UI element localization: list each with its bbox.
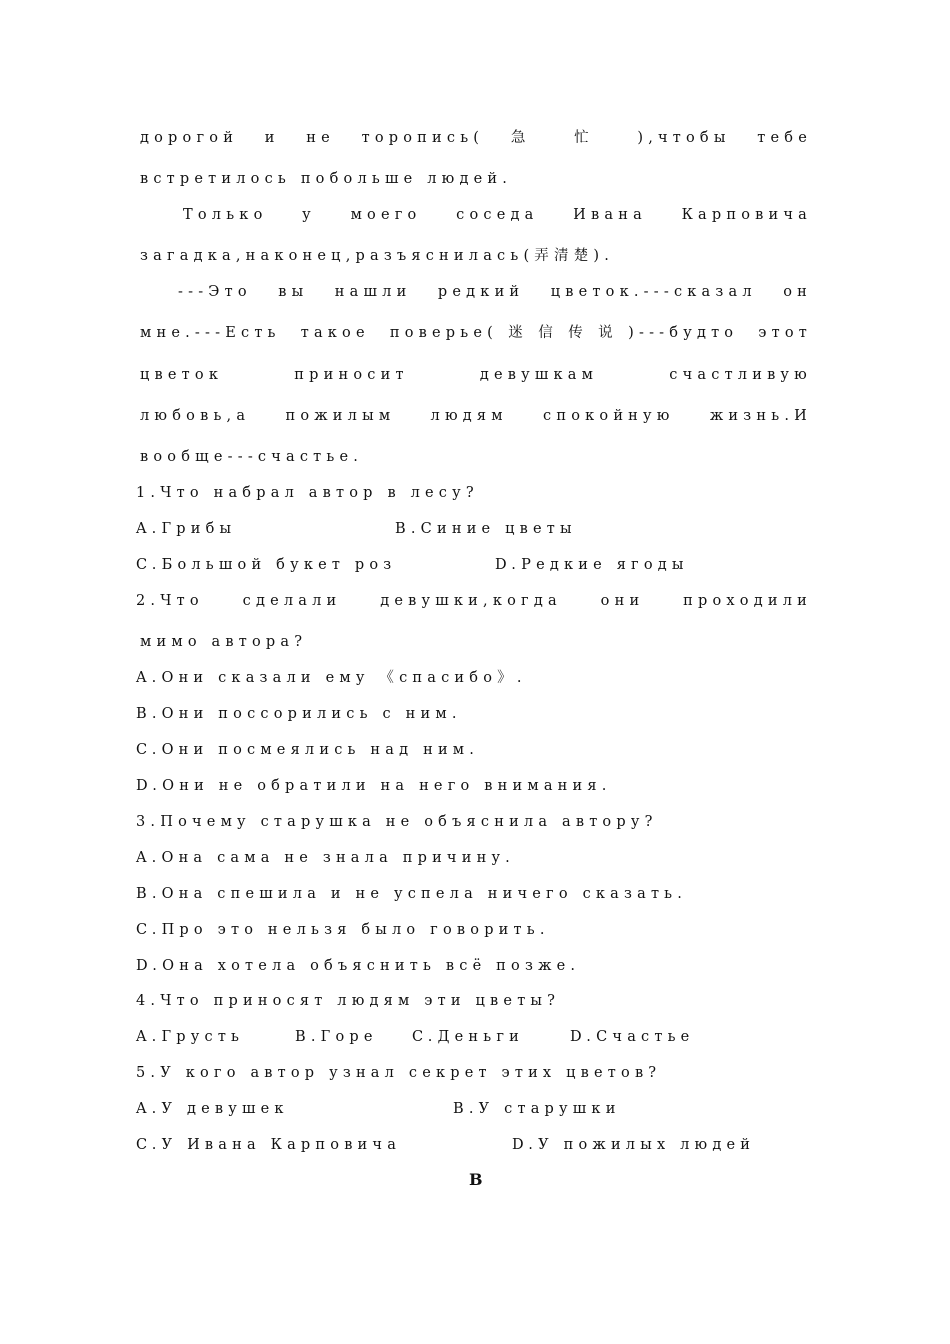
q5-option-d: D.У пожилых людей: [512, 1137, 756, 1153]
q4-option-d: D.Счастье: [570, 1029, 695, 1045]
q5-option-c: C.У Ивана Карповича: [136, 1137, 402, 1153]
q3-option-b: B.Она спешила и не успела ничего сказать.: [136, 886, 688, 902]
q2-option-a: A.Они сказали ему 《спасибо》.: [136, 670, 527, 686]
q2-option-b: B.Они поссорились с ним.: [136, 706, 462, 722]
passage-line-7: цветок приносит девушкам счастливую: [140, 367, 812, 383]
passage-line-2: встретилось побольше людей.: [140, 171, 513, 187]
q3-option-c: C.Про это нельзя было говорить.: [136, 922, 550, 938]
passage-line-9: вообще---счастье.: [140, 449, 364, 465]
passage-line-4: загадка,наконец,разъяснилась(弄清楚).: [140, 248, 615, 264]
passage-line-6: мне.---Есть такое поверье(迷信传说)---будто этот: [140, 325, 812, 341]
q1-option-c: C.Большой букет роз: [136, 557, 397, 573]
q3-option-a: A.Она сама не знала причину.: [136, 850, 515, 866]
passage-line-1: дорогой и не торопись( 急 忙 ),чтобы тебе: [140, 130, 812, 146]
q4-option-c: C.Деньги: [412, 1029, 524, 1045]
q2-option-d: D.Они не обратили на него внимания.: [136, 778, 612, 794]
q4-option-a: A.Грусть: [136, 1029, 245, 1045]
question-1: 1.Что набрал автор в лесу?: [136, 485, 479, 501]
q5-option-b: B.У старушки: [453, 1101, 621, 1117]
question-3: 3.Почему старушка не объяснила автору?: [136, 814, 658, 830]
q1-option-b: B.Синие цветы: [395, 521, 577, 537]
q2-option-c: C.Они посмеялись над ним.: [136, 742, 480, 758]
passage-line-3: Только у моего соседа Ивана Карповича: [183, 207, 812, 223]
q1-option-a: A.Грибы: [136, 521, 237, 537]
question-4: 4.Что приносят людям эти цветы?: [136, 993, 561, 1009]
question-2-cont: мимо автора?: [140, 634, 308, 650]
q4-option-b: B.Горе: [295, 1029, 378, 1045]
q1-option-d: D.Редкие ягоды: [495, 557, 689, 573]
passage-line-8: любовь,а пожилым людям спокойную жизнь.И: [140, 408, 812, 424]
q5-option-a: A.У девушек: [136, 1101, 289, 1117]
passage-line-5: ---Это вы нашли редкий цветок.---сказал он: [178, 284, 812, 300]
question-2: 2.Что сделали девушки,когда они проходили: [136, 593, 812, 609]
question-5: 5.У кого автор узнал секрет этих цветов?: [136, 1065, 662, 1081]
q3-option-d: D.Она хотела объяснить всё позже.: [136, 958, 581, 974]
answer-key: B: [469, 1170, 483, 1189]
